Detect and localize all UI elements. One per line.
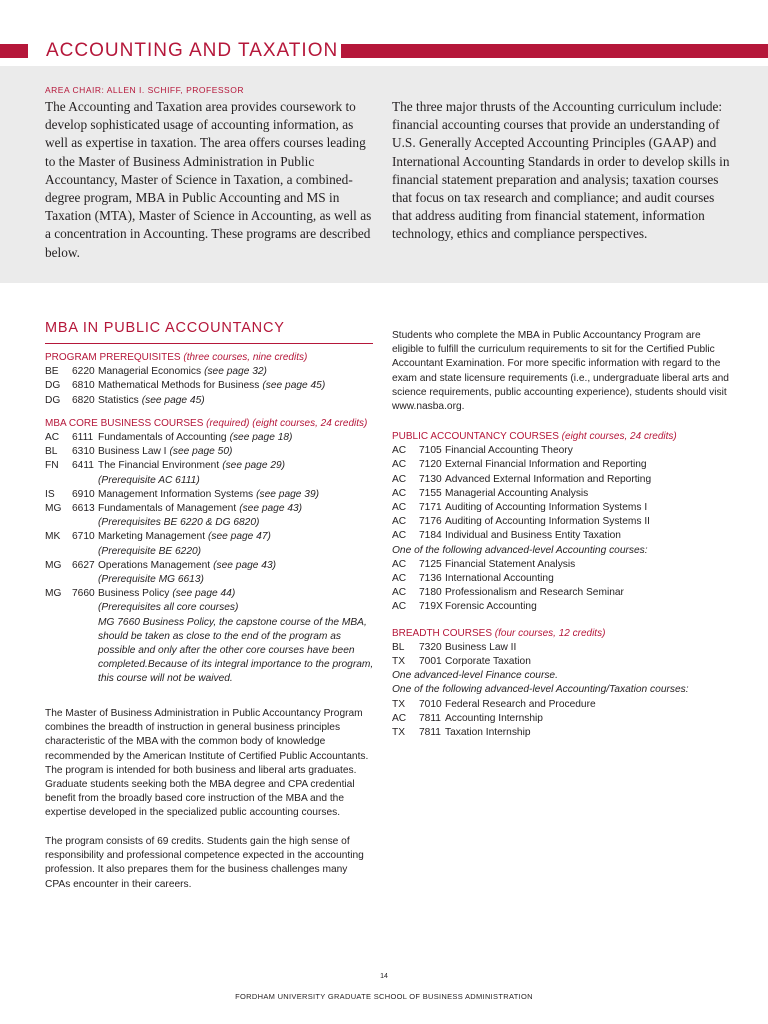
course-number: 7120 — [419, 459, 442, 471]
public-accountancy-heading-text: PUBLIC ACCOUNTANCY COURSES — [392, 431, 559, 442]
course-row — [45, 431, 380, 445]
course-row — [392, 655, 732, 669]
footer-school-name: FORDHAM UNIVERSITY GRADUATE SCHOOL OF BUSINESS ADMINISTRATION — [235, 992, 533, 1001]
program-credits-paragraph: The program consists of 69 credits. Students gain the high sense of responsibility and professional competence expected in the accounting profession. It also prepares them for the business challenges many CPAs encounter in their careers. — [45, 836, 364, 890]
course-number: 6310 — [72, 446, 95, 458]
course-dept: MG — [45, 588, 62, 600]
course-number: 6613 — [72, 503, 95, 515]
course-number: 7125 — [419, 558, 442, 570]
course-title: Financial Accounting Theory — [445, 445, 573, 457]
course-row — [392, 726, 732, 740]
course-dept: AC — [392, 587, 407, 599]
public-accountancy-heading — [392, 430, 732, 444]
course-dept: AC — [392, 459, 407, 471]
course-dept: AC — [392, 712, 407, 724]
course-dept: TX — [392, 727, 406, 739]
course-row — [392, 641, 732, 655]
course-number: 7180 — [419, 587, 442, 599]
course-page-ref: (see page 44) — [172, 588, 236, 600]
course-number: 7155 — [419, 487, 442, 499]
course-row — [45, 488, 380, 502]
course-number: 7171 — [419, 502, 442, 514]
course-dept: FN — [45, 460, 59, 472]
capstone-note: MG 7660 Business Policy, the capstone course of the MBA, should be taken as close to the end of the program as possible and only after the other core courses have been completed.Because of its integral importance to the program, this course will not be waived. — [98, 616, 374, 685]
course-prerequisite-note: (Prerequisite BE 6220) — [98, 545, 202, 557]
course-number: 6820 — [72, 394, 95, 406]
course-page-ref: (see page 43) — [213, 559, 277, 571]
course-row — [45, 459, 380, 473]
section-title: MBA IN PUBLIC ACCOUNTANCY — [45, 320, 285, 336]
course-row — [392, 529, 732, 543]
course-row — [392, 712, 732, 726]
course-number: 7010 — [419, 698, 442, 710]
course-number: 6111 — [72, 432, 94, 444]
course-row — [45, 445, 380, 459]
course-title: Fundamentals of Accounting — [98, 432, 227, 444]
course-title: External Financial Information and Reporting — [445, 459, 647, 471]
course-title: Individual and Business Entity Taxation — [445, 530, 621, 542]
course-title: Managerial Economics — [98, 366, 202, 378]
course-number: 7001 — [419, 656, 442, 668]
course-row — [392, 586, 732, 600]
course-number: 6810 — [72, 380, 95, 392]
course-row — [45, 379, 380, 393]
cpa-eligibility-text: Students who complete the MBA in Public Accountancy Program are eligible to fulfill the curriculum requirements to sit for the Certified Public Accountant Examination. For more specific information with regard to the exam and state licensure requirements (i.e., undergraduate liberal arts and science requirements, public accounting experience), students should visit — [392, 330, 729, 398]
intro-paragraph-right: The three major thrusts of the Accounting curriculum include: financial accounting courses that provide an understanding of U.S. Generally Accepted Accounting Principles (GAAP) and International Accounting Standards in order to develop skills in financial statement preparation and analysis; taxation courses that focus on tax research and compliance; and audit courses that address auditing from financial statement, information technology, ethics and compliance perspectives. — [392, 99, 730, 242]
right-course-column — [392, 430, 732, 740]
course-number: 7811 — [419, 712, 441, 724]
course-title: Federal Research and Procedure — [445, 698, 596, 710]
course-title: Business Law II — [445, 641, 517, 653]
course-dept: BL — [45, 446, 58, 458]
course-title: Auditing of Accounting Information Systems I — [445, 502, 648, 514]
area-chair: AREA CHAIR: ALLEN I. SCHIFF, PROFESSOR — [45, 85, 244, 95]
course-row — [392, 473, 732, 487]
course-page-ref: (see page 43) — [239, 503, 303, 515]
course-row — [392, 487, 732, 501]
course-dept: DG — [45, 380, 61, 392]
course-title: Professionalism and Research Seminar — [445, 587, 624, 599]
course-title: Management Information Systems — [98, 488, 254, 500]
course-page-ref: (see page 39) — [256, 488, 320, 500]
prerequisites-heading-text: PROGRAM PREREQUISITES — [45, 352, 181, 363]
header-rule-left — [0, 44, 28, 58]
course-number: 6627 — [72, 559, 95, 571]
breadth-heading — [392, 627, 732, 641]
course-title: International Accounting — [445, 573, 554, 585]
core-heading — [45, 417, 380, 431]
left-course-column — [45, 351, 380, 687]
course-title: Fundamentals of Management — [98, 503, 237, 515]
course-title: Managerial Accounting Analysis — [445, 487, 589, 499]
program-description-paragraph: The Master of Business Administration in Public Accountancy Program combines the breadth of instruction in general business principles characteristic of the MBA with the common body of knowledge recommended by the American Institute of Certified Public Accountants. The program is intended for both business and liberal arts graduates. Graduate students seeking both the MBA degree and CPA credential benefit from the broadly based core instruction of the MBA and the expertise developed in the specialized public accounting courses. — [45, 708, 369, 819]
course-number: 6411 — [72, 460, 94, 472]
course-dept: DG — [45, 394, 61, 406]
course-row — [392, 572, 732, 586]
course-dept: BL — [392, 641, 405, 653]
course-title: Auditing of Accounting Information Systems II — [445, 516, 650, 528]
course-title: Mathematical Methods for Business — [98, 380, 260, 392]
course-number: 6220 — [72, 366, 95, 378]
course-title: Corporate Taxation — [445, 656, 531, 668]
prerequisites-heading — [45, 351, 380, 365]
course-dept: TX — [392, 698, 406, 710]
course-page-ref: (see page 47) — [208, 531, 271, 543]
course-page-ref: (see page 50) — [169, 446, 233, 458]
course-row — [45, 587, 380, 601]
course-prerequisite-note: (Prerequisite AC 6111) — [98, 474, 200, 486]
breadth-heading-text: BREADTH COURSES — [392, 627, 493, 639]
course-dept: AC — [392, 530, 407, 542]
course-title: Operations Management — [98, 559, 211, 571]
course-row — [392, 600, 732, 614]
course-row — [45, 559, 380, 573]
course-dept: MK — [45, 531, 61, 543]
course-row — [392, 698, 732, 712]
header-rule-right — [341, 44, 768, 58]
course-number: 7184 — [419, 530, 442, 542]
course-row — [392, 515, 732, 529]
breadth-note: (four courses, 12 credits) — [494, 627, 606, 639]
core-note: (required) (eight courses, 24 credits) — [206, 417, 368, 429]
course-title: Advanced External Information and Reporting — [445, 473, 652, 485]
course-page-ref: (see page 45) — [141, 394, 205, 406]
course-title: Accounting Internship — [445, 712, 543, 724]
course-title: Financial Statement Analysis — [445, 558, 576, 570]
cpa-eligibility-paragraph — [392, 329, 732, 414]
course-title: Forensic Accounting — [445, 601, 537, 613]
course-page-ref: (see page 32) — [204, 366, 267, 378]
course-row — [392, 458, 732, 472]
course-title: Statistics — [98, 394, 139, 406]
course-title: Taxation Internship — [445, 727, 531, 739]
course-prerequisite-note: (Prerequisite MG 6613) — [98, 574, 204, 586]
course-row — [45, 502, 380, 516]
course-number: 7130 — [419, 473, 442, 485]
course-page-ref: (see page 18) — [229, 432, 293, 444]
course-row — [392, 501, 732, 515]
course-dept: AC — [392, 573, 407, 585]
page-number: 14 — [380, 973, 388, 980]
section-rule — [45, 343, 373, 344]
finance-note: One advanced-level Finance course. — [392, 670, 558, 682]
course-dept: IS — [45, 488, 55, 500]
course-title: Business Law I — [98, 446, 167, 458]
page-title: ACCOUNTING AND TAXATION — [46, 40, 339, 61]
course-page-ref: (see page 29) — [222, 460, 286, 472]
public-accountancy-note: (eight courses, 24 credits) — [561, 431, 677, 442]
course-title: The Financial Environment — [98, 460, 220, 472]
course-dept: AC — [392, 487, 407, 499]
course-number: 7660 — [72, 588, 95, 600]
prerequisites-note: (three courses, nine credits) — [183, 352, 308, 363]
course-page-ref: (see page 45) — [262, 380, 326, 392]
course-dept: MG — [45, 503, 62, 515]
course-dept: AC — [392, 601, 407, 613]
intro-paragraph-left: The Accounting and Taxation area provides coursework to develop sophisticated usage of accounting information, as well as expertise in taxation. The area offers courses leading to the Master of Business Administration in Public Accountancy, Master of Science in Taxation, a combined-degree program, MBA in Public Accounting and MS in Taxation (MTA), Master of Science in Accounting, as well as a concentration in Accounting. These programs are described below. — [45, 99, 372, 260]
course-row — [392, 558, 732, 572]
course-title: Marketing Management — [98, 531, 206, 543]
course-dept: AC — [392, 516, 407, 528]
course-dept: AC — [392, 502, 407, 514]
course-dept: AC — [392, 445, 407, 457]
course-dept: BE — [45, 366, 59, 378]
course-number: 7105 — [419, 445, 442, 457]
course-dept: AC — [392, 558, 407, 570]
course-dept: AC — [392, 473, 407, 485]
course-number: 7136 — [419, 573, 442, 585]
elective-note: One of the following advanced-level Accounting/Taxation courses: — [392, 684, 689, 696]
elective-note: One of the following advanced-level Accounting courses: — [392, 544, 648, 556]
course-number: 719X — [419, 601, 443, 613]
course-row — [45, 530, 380, 544]
course-prerequisite-note: (Prerequisites BE 6220 & DG 6820) — [98, 517, 260, 529]
course-number: 7176 — [419, 516, 442, 528]
course-number: 6910 — [72, 488, 95, 500]
core-heading-text: MBA CORE BUSINESS COURSES — [45, 417, 204, 429]
course-dept: MG — [45, 559, 62, 571]
course-row — [45, 365, 380, 379]
course-number: 6710 — [72, 531, 95, 543]
course-row — [392, 444, 732, 458]
course-title: Business Policy — [98, 588, 170, 600]
course-number: 7320 — [419, 641, 442, 653]
nasba-link[interactable]: www.nasba.org. — [392, 401, 465, 413]
course-prerequisite-note: (Prerequisites all core courses) — [98, 602, 239, 614]
course-number: 7811 — [419, 727, 441, 739]
course-row — [45, 394, 380, 408]
course-dept: TX — [392, 656, 406, 668]
course-dept: AC — [45, 432, 60, 444]
